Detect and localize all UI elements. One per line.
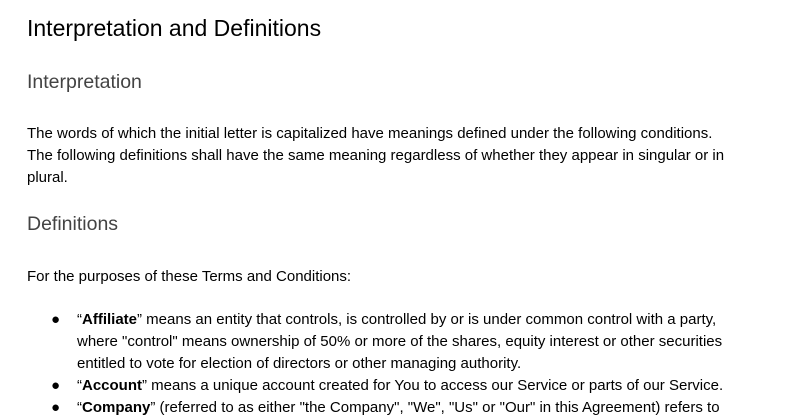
definition-text-line-1: means a unique account created for You to access our Service or parts of our Service.	[147, 377, 724, 394]
definition-item-affiliate	[27, 309, 767, 375]
definitions-heading: Definitions	[27, 213, 119, 235]
definition-term: Account	[82, 377, 142, 394]
bullet-icon: ●	[51, 311, 61, 328]
definitions-intro: For the purposes of these Terms and Conditions:	[27, 268, 352, 285]
definition-term: Company	[82, 399, 151, 416]
open-quote: “	[77, 399, 82, 416]
definition-text-line-1: (referred to as either "the Company", "We", "Us" or "Our" in this Agreement) refers to	[155, 399, 720, 416]
close-quote: ”	[137, 311, 143, 328]
definition-text-line-3: entitled to vote for election of directors or other managing authority.	[77, 355, 522, 372]
definition-text-line-2: where "control" means ownership of 50% or more of the shares, equity interest or other securities	[77, 333, 723, 350]
interpretation-line-3: plural.	[27, 169, 68, 186]
interpretation-line-2: The following definitions shall have the same meaning regardless of whether they appear in singular or in	[27, 147, 725, 164]
open-quote: “	[77, 311, 82, 328]
interpretation-heading: Interpretation	[27, 71, 142, 93]
open-quote: “	[77, 377, 82, 394]
bullet-icon: ●	[51, 377, 61, 394]
interpretation-line-1: The words of which the initial letter is capitalized have meanings defined under the following conditions.	[27, 125, 713, 142]
definitions-list	[27, 309, 787, 419]
bullet-icon: ●	[51, 399, 61, 416]
definition-text-line-1: means an entity that controls, is controlled by or is under common control with a party,	[142, 311, 717, 328]
definition-term: Affiliate	[82, 311, 138, 328]
definition-item-account	[27, 375, 767, 397]
page-title: Interpretation and Definitions	[27, 15, 322, 41]
close-quote: ”	[150, 399, 156, 416]
interpretation-paragraph	[27, 123, 772, 189]
definition-item-company	[27, 397, 767, 419]
close-quote: ”	[142, 377, 147, 394]
